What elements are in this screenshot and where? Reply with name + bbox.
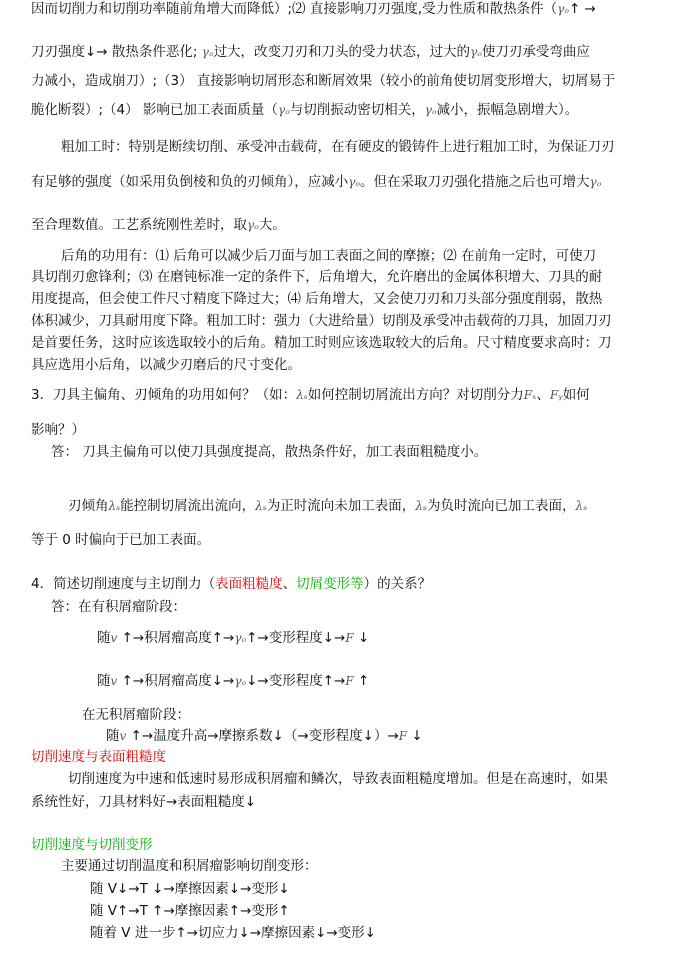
formula-line: 随着 V 进一步↑→切应力↓→摩擦因素↓→变形↓ [90,925,376,941]
text-line: 等于 0 时偏向于已加工表面。 [31,532,211,548]
text-line: 是首要任务，这时应该选取较小的后角。精加工时则应该选取较大的后角。尺寸精度要求高时：刀 [31,335,612,351]
formula-line: 随v ↑→温度升高→摩擦系数↓（→变形程度↓）→F ↓ [106,728,423,744]
surface-roughness-label: 表面粗糙度 [215,576,283,592]
velocity-symbol: v [119,729,127,743]
gamma-symbol: γₒ [234,674,247,688]
force-symbol: Fᵧ [549,388,563,402]
answer-line: 答： 刀具主偏角可以使刀具强度提高，散热条件好，加工表面粗糙度小。 [51,444,488,460]
force-symbol: F [398,729,408,743]
gamma-symbol: γₒ [201,45,214,59]
text-line: 在无积屑瘤阶段： [82,707,190,723]
text-line: 粗加工时：特别是断续切削、承受冲击载荷，在有硬皮的锻铸件上进行粗加工时，为保证刀刃 [61,139,615,155]
question-heading: 4．简述切削速度与主切削力（表面粗糙度、切屑变形等）的关系？ [31,576,432,592]
text-line: 刀刃强度↓→ 散热条件恶化; γₒ过大，改变刀刃和刀头的受力状态，过大的γₒ使刀刃承受弯曲应 [31,44,590,60]
formula-line: 随 V↓→T ↓→摩擦因素↓→变形↓ [90,881,290,897]
velocity-symbol: v [110,631,118,645]
text-line: 具切削刃愈锋利；⑶ 在磨钝标准一定的条件下，后角增大，允许磨出的金属体积增大、刀具的耐 [31,269,603,285]
text-line: 后角的功用有：⑴ 后角可以减少后刀面与加工表面之间的摩擦；⑵ 在前角一定时，可使刀 [61,248,597,264]
gamma-symbol: γₒ [470,45,482,59]
gamma-symbol: γₒ [234,631,247,645]
force-symbol: F [345,631,354,645]
text-line: 系统性好，刀具材料好→表面粗糙度↓ [31,794,257,810]
lambda-symbol: λₛ [575,499,588,513]
formula-line: 随v ↑→积屑瘤高度↓→γₒ↓→变形程度↑→F ↑ [97,673,370,689]
text-line: 力减小，造成崩刀）;（3） 直接影响切屑形态和断屑效果（较小的前角使切屑变形增大，切屑易于 [31,73,616,89]
text-line: 具应选用小后角，以减少刃磨后的尺寸变化。 [31,357,301,373]
text-line: 至合理数值。工艺系统刚性差时，取γₒ大。 [31,217,286,233]
gamma-symbol: γₒ [348,175,361,189]
force-symbol: F [345,674,354,688]
answer-line: 答：在有积屑瘤阶段： [51,599,186,615]
velocity-symbol: v [110,674,118,688]
gamma-symbol: γₒ [424,103,437,117]
question-heading: 3．刀具主偏角、刃倾角的功用如何？（如：λₛ如何控制切屑流出方向？对切削分力Fₓ、Fᵧ如何 [31,387,590,403]
gamma-symbol: γₒ [589,175,602,189]
lambda-symbol: λₛ [296,388,308,402]
gamma-symbol: γₒ [557,2,569,16]
text-line: 刃倾角λₛ能控制切屑流出流向，λₛ为正时流向未加工表面，λₛ为负时流向已加工表面，λₛ [68,498,588,514]
chip-deformation-label: 切屑变形等 [296,576,364,592]
text-line: 切削速度为中速和低速时易形成积屑瘤和鳞次，导致表面粗糙度增加。但是在高速时，如果 [68,771,608,787]
lambda-symbol: λₛ [415,499,427,513]
text-line: 用度提高，但会使工件尺寸精度下降过大；⑷ 后角增大，又会使刀刃和刀头部分强度削弱，散热 [31,291,603,307]
gamma-symbol: γₒ [247,218,259,232]
formula-line: 随 V↑→T ↑→摩擦因素↑→变形↑ [90,903,290,919]
section-heading: 切削速度与表面粗糙度 [31,749,166,765]
formula-line: 随v ↑→积屑瘤高度↑→γₒ↑→变形程度↓→F ↓ [97,630,370,646]
lambda-symbol: λₛ [255,499,267,513]
lambda-symbol: λₛ [108,499,121,513]
text-line: 脆化断裂）;（4） 影响已加工表面质量（γₒ与切削振动密切相关，γₒ减小，振幅急剧增大）。 [31,102,579,118]
text-line: 主要通过切削温度和积屑瘤影响切削变形： [61,858,318,874]
text-line: 影响？） [31,422,85,438]
force-symbol: Fₓ [523,388,537,402]
text-line: 体积减少，刀具耐用度下降。粗加工时：强力（大进给量）切削及承受冲击载荷的刀具，加固刀刃 [31,313,612,329]
gamma-symbol: γₒ [277,103,290,117]
section-heading: 切削速度与切削变形 [31,837,153,853]
text-line: 因而切削力和切削功率随前角增大而降低）;⑵ 直接影响刀刃强度,受力性质和散热条件（γₒ↑ → [31,1,596,17]
text-line: 有足够的强度（如采用负倒棱和负的刃倾角），应减小γₒ。但在采取刀刃强化措施之后也可增大γₒ [31,174,602,190]
